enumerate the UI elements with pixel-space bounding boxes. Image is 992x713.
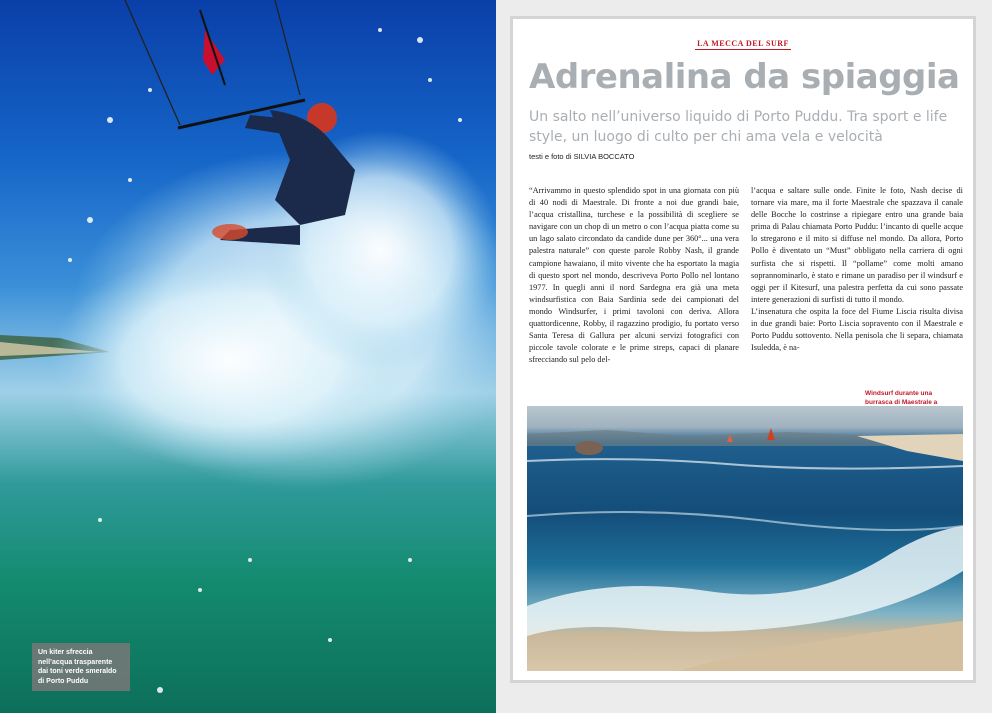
column-1-text: “Arrivammo in questo splendido spot in una giornata con più di 40 nodi di Maestrale. Di fronte a noi due grandi baie, l’acqua cristallina, turchese e la possibilità di scegliere se navigare con un chop di un metro o con l’acqua piatta come su un lago salato circondato da candide dune per 360°... una vera palestra naturale” con queste parole Robby Nash, il grande campione hawaiano, il mito vivente che ha esportato la magia di questo sport nel mondo, descriveva Porto Pollo nel lontano 1977. In quegli anni il nord Sardegna era già una meta windsurfistica con Baia Sardinia sede dei campionati del mondo Windsurfer, i primi tavoloni con deriva. Allora quattordicenne, Robby, il ragazzino prodigio, fu portato verso Santa Teresa di Gallura per alcuni servizi fotografici con piccole tavole colorate e le prime streps, capaci di planare sfrecciando sul pelo del-	[529, 186, 739, 365]
article-title: Adrenalina da spiaggia	[529, 57, 960, 97]
column-2-paragraph-2: L’insenatura che ospita la foce del Fiume Liscia risulta divisa in due grandi baie: Porto Liscia sopravento con il Maestrale e Porto Puddu sottovento. Nella penisola che li separa, chiamata Isuledda, è na-	[751, 306, 963, 353]
article-subtitle: Un salto nell’universo liquido di Porto Puddu. Tra sport e life style, un luogo di culto per chi ama vela e velocità	[529, 109, 948, 145]
article-column-2	[751, 185, 963, 354]
article-page	[510, 16, 976, 683]
column-2-paragraph-1: l’acqua e saltare sulle onde. Finite le foto, Nash decise di tornare via mare, ma il forte Maestrale che spazzava il canale delle Bocche lo costrinse a ripiegare entro una grande baia prima di Palau chiamata Porto Puddu: l’incanto di quelle acque lo stregarono e il mito si diffuse nel mondo. Da allora, Porto Pollo è diventato un “Must” obbligato nella carriera di ogni surfista che si rispetti. Il “pollame” come molti amano soprannominarlo, è stato e rimane un paradiso per il windsurf e oggi per il Kitesurf, una palestra perfetta da cui sono passate intere generazioni di surfisti di tutto il mondo.	[751, 186, 963, 304]
left-photo-caption: Un kiter sfreccia nell’acqua trasparente dai toni verde smeraldo di Porto Puddu	[32, 643, 130, 691]
section-label-text: LA MECCA DEL SURF	[697, 39, 789, 48]
windsurf-photo	[527, 406, 963, 671]
windsurf-photo-illustration	[527, 406, 963, 671]
right-photo-caption: Windsurf durante una burrasca di Maestrale a	[865, 390, 955, 416]
article-byline: testi e foto di SILVIA BOCCATO	[529, 152, 635, 161]
section-label	[513, 33, 973, 51]
article-column-1	[529, 185, 739, 366]
